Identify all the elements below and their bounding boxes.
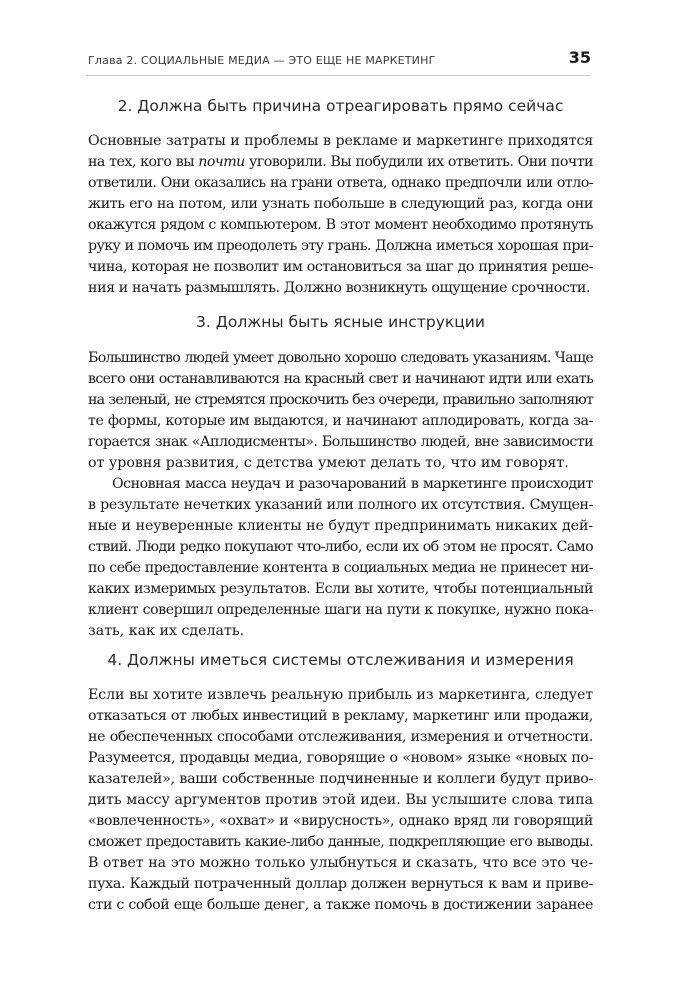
text-line: в результате нечетких указаний или полного их отсутствия. Смущен-	[88, 497, 593, 513]
text-line: зать, как их сделать.	[88, 623, 245, 639]
text-line: дить массу аргументов против этой идеи. Вы услышите слова типа	[88, 792, 593, 808]
paragraph-3-2	[88, 474, 593, 642]
text-line: жить его на потом, или узнать побольше в следующий раз, когда они	[88, 196, 593, 212]
text-line: Основная масса неудач и разочарований в маркетинге происходит	[112, 476, 593, 492]
text-line: ные и неуверенные клиенты не будут предпринимать никаких дей-	[88, 518, 593, 534]
text-line: пуха. Каждый потраченный доллар должен вернуться к вам и приве-	[88, 876, 593, 892]
text-line: отказаться от любых инвестиций в рекламу, маркетинг или продажи,	[88, 708, 593, 724]
text-line: горается знак «Аплодисменты». Большинство людей, вне зависимости	[88, 434, 593, 450]
text-line: ответили. Они оказались на грани ответа, однако предпочли или отло-	[88, 175, 593, 191]
text-line: Большинство людей умеет довольно хорошо следовать указаниям. Чаще	[88, 350, 593, 366]
text-fragment: уговорили. Вы побудили их ответить. Они почти	[244, 154, 593, 170]
text-line	[88, 152, 593, 173]
section-heading-2: 2. Должна быть причина отреагировать прямо сейчас	[117, 97, 564, 115]
text-line: Разумеется, продавцы медиа, говорящие о «новом» языке «новых по-	[88, 750, 593, 766]
text-line: окажутся рядом с компьютером. В этот момент необходимо протянуть	[88, 217, 593, 233]
page-number: 35	[568, 48, 591, 67]
text-line: ния и начать размышлять. Должно возникнуть ощущение срочности.	[88, 280, 591, 296]
text-fragment: на тех, кого вы	[88, 154, 199, 170]
text-line: клиент совершил определенные шаги на пути к покупке, нужно пока-	[88, 602, 593, 618]
text-line: каких измеримых результатов. Если вы хотите, чтобы потенциальный	[88, 581, 593, 597]
emphasis-text: почти	[198, 154, 245, 170]
paragraph-3-1	[88, 348, 593, 474]
paragraph-2-1	[88, 131, 593, 299]
section-heading-3: 3. Должны быть ясные инструкции	[196, 313, 485, 331]
text-line: руку и помочь им преодолеть эту грань. Должна иметься хорошая при-	[88, 238, 593, 254]
text-line: сможет предоставить какие-либо данные, подкрепляющие его выводы.	[88, 834, 593, 850]
text-line: Основные затраты и проблемы в рекламе и маркетинге приходятся	[88, 133, 593, 149]
text-line: казателей», ваши собственные подчиненные и коллеги будут приво-	[88, 771, 593, 787]
text-line: ствий. Люди редко покупают что-либо, если их об этом не просят. Само	[88, 539, 593, 555]
text-line: от уровня развития, с детства умеют делать то, что им говорят.	[88, 455, 569, 471]
text-line: по себе предоставление контента в социальных медиа не принесет ни-	[88, 560, 593, 576]
text-line: «вовлеченность», «охват» и «вирусность», однако вряд ли говорящий	[88, 813, 593, 829]
running-head: Глава 2. СОЦИАЛЬНЫЕ МЕДИА — ЭТО ЕЩЕ НЕ МАРКЕТИНГ	[88, 54, 436, 67]
text-line: не обеспеченных способами отслеживания, измерения и отчетности.	[88, 729, 593, 745]
text-line: чина, которая не позволит им остановиться за шаг до принятия реше-	[88, 259, 593, 275]
section-heading-4: 4. Должны иметься системы отслеживания и измерения	[107, 651, 574, 669]
text-line: сти с собой еще больше денег, а также помочь в достижении заранее	[88, 897, 593, 913]
text-line: всего они останавливаются на красный свет и начинают идти или ехать	[88, 371, 593, 387]
text-line: на зеленый, не стремятся проскочить без очереди, правильно заполняют	[88, 392, 593, 408]
text-line: Если вы хотите извлечь реальную прибыль из маркетинга, следует	[88, 687, 593, 703]
text-line: те формы, которые им выдаются, и начинают аплодировать, когда за-	[88, 413, 593, 429]
paragraph-4-1	[88, 685, 593, 916]
text-line: В ответ на это можно только улыбнуться и сказать, что все это че-	[88, 855, 593, 871]
header-rule	[86, 75, 591, 76]
